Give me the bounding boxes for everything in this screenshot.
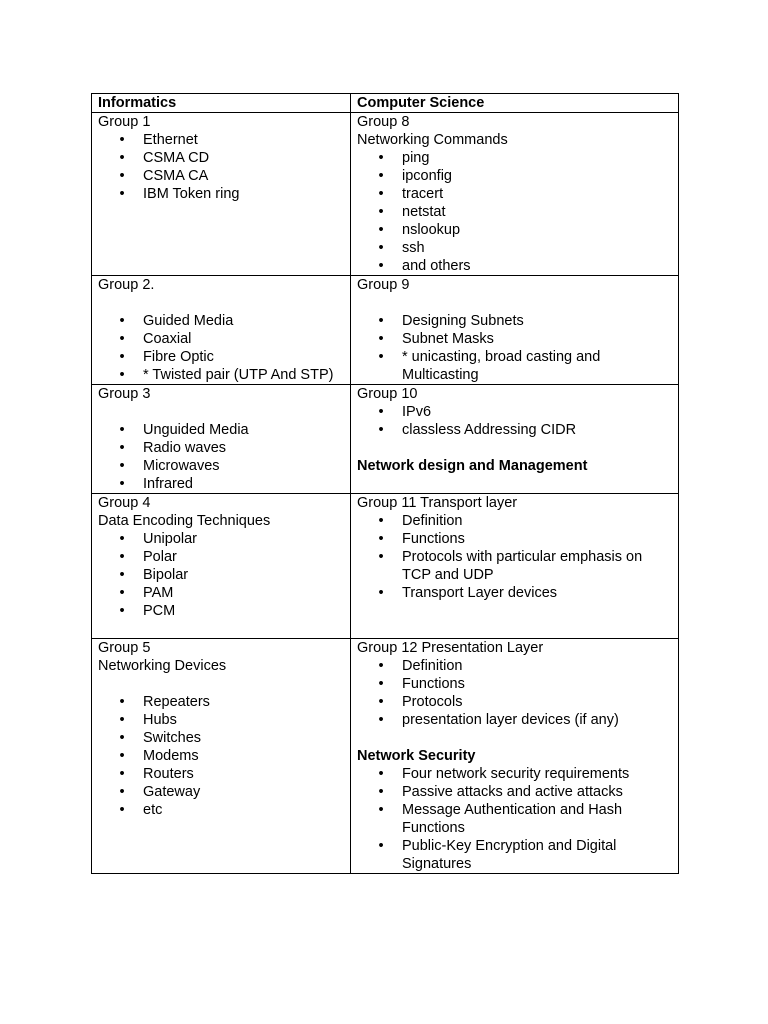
bullet-icon: • <box>119 440 125 456</box>
list-item <box>357 548 673 584</box>
list-item <box>98 131 345 149</box>
blank-line <box>98 675 345 693</box>
bullet-icon: • <box>119 458 125 474</box>
list-item <box>98 729 345 747</box>
bullet-list <box>98 131 345 203</box>
blank-line <box>357 294 673 312</box>
list-item <box>98 783 345 801</box>
list-item-text: Guided Media <box>143 313 234 329</box>
informatics-cell <box>92 113 351 276</box>
list-item-text: Microwaves <box>143 458 220 474</box>
list-item <box>357 675 673 693</box>
bullet-list <box>357 312 673 384</box>
bullet-icon: • <box>119 603 125 619</box>
section-heading: Network design and Management <box>357 458 588 474</box>
bullet-icon: • <box>119 748 125 764</box>
list-item-text: nslookup <box>402 222 461 238</box>
list-item-text: * Twisted pair (UTP And STP) <box>143 367 334 383</box>
list-item-text: Gateway <box>143 784 201 800</box>
cell-text: Group 9 <box>357 277 410 293</box>
bullet-list <box>357 149 673 275</box>
bullet-icon: • <box>119 331 125 347</box>
bullet-icon: • <box>378 712 384 728</box>
computer-science-cell <box>351 494 679 639</box>
list-item <box>98 475 345 493</box>
list-item-text: ssh <box>402 240 425 256</box>
bullet-icon: • <box>378 331 384 347</box>
list-item-text: Fibre Optic <box>143 349 214 365</box>
cell-text: Group 2. <box>98 277 155 293</box>
bullet-list <box>98 693 345 819</box>
section-heading: Network Security <box>357 748 476 764</box>
bullet-icon: • <box>119 313 125 329</box>
list-item <box>357 221 673 239</box>
cell-text: Group 8 <box>357 114 410 130</box>
bullet-list <box>98 421 345 493</box>
blank-line <box>98 620 345 638</box>
list-item-text: CSMA CD <box>143 150 210 166</box>
bullet-icon: • <box>119 349 125 365</box>
list-item-text: CSMA CA <box>143 168 209 184</box>
list-item <box>357 239 673 257</box>
table-row <box>92 276 679 385</box>
blank-line <box>357 439 673 457</box>
bullet-icon: • <box>119 367 125 383</box>
list-item <box>98 711 345 729</box>
cell-text: Group 5 <box>98 640 151 656</box>
list-item-text: IPv6 <box>402 404 432 420</box>
bullet-icon: • <box>119 132 125 148</box>
computer-science-cell <box>351 276 679 385</box>
bullet-icon: • <box>378 531 384 547</box>
list-item-text: * unicasting, broad casting and Multicasting <box>402 349 601 383</box>
list-item <box>98 185 345 203</box>
list-item-text: Message Authentication and Hash Functions <box>402 802 623 836</box>
bullet-list <box>357 765 673 873</box>
list-item-text: Modems <box>143 748 199 764</box>
bullet-icon: • <box>119 694 125 710</box>
list-item-text: Passive attacks and active attacks <box>402 784 623 800</box>
list-item <box>98 167 345 185</box>
list-item <box>357 421 673 439</box>
list-item <box>357 312 673 330</box>
list-item <box>357 167 673 185</box>
list-item-text: Unguided Media <box>143 422 249 438</box>
list-item <box>98 584 345 602</box>
informatics-cell <box>92 276 351 385</box>
list-item <box>357 257 673 275</box>
bullet-icon: • <box>378 240 384 256</box>
list-item-text: Infrared <box>143 476 193 492</box>
list-item-text: Routers <box>143 766 194 782</box>
bullet-icon: • <box>378 694 384 710</box>
blank-line <box>357 729 673 747</box>
list-item <box>98 366 345 384</box>
list-item <box>98 602 345 620</box>
list-item-text: Subnet Masks <box>402 331 494 347</box>
cell-text: Group 12 Presentation Layer <box>357 640 544 656</box>
bullet-icon: • <box>378 150 384 166</box>
cell-text: Group 1 <box>98 114 151 130</box>
informatics-cell <box>92 639 351 874</box>
bullet-icon: • <box>119 585 125 601</box>
bullet-icon: • <box>119 802 125 818</box>
bullet-icon: • <box>119 712 125 728</box>
list-item-text: Ethernet <box>143 132 198 148</box>
bullet-icon: • <box>378 549 384 565</box>
cell-text: Group 4 <box>98 495 151 511</box>
bullet-icon: • <box>378 766 384 782</box>
list-item <box>357 403 673 421</box>
cell-text: Group 3 <box>98 386 151 402</box>
list-item-text: presentation layer devices (if any) <box>402 712 619 728</box>
list-item <box>357 765 673 783</box>
bullet-icon: • <box>119 476 125 492</box>
bullet-icon: • <box>119 531 125 547</box>
list-item-text: etc <box>143 802 163 818</box>
list-item <box>98 149 345 167</box>
course-topics-table <box>91 93 679 874</box>
list-item <box>357 530 673 548</box>
list-item-text: Unipolar <box>143 531 197 547</box>
list-item <box>357 584 673 602</box>
bullet-icon: • <box>119 549 125 565</box>
list-item-text: Repeaters <box>143 694 210 710</box>
bullet-icon: • <box>378 676 384 692</box>
list-item <box>357 149 673 167</box>
list-item <box>357 512 673 530</box>
list-item <box>98 566 345 584</box>
informatics-cell <box>92 385 351 494</box>
bullet-list <box>357 512 673 602</box>
list-item <box>357 185 673 203</box>
bullet-icon: • <box>378 168 384 184</box>
computer-science-cell <box>351 113 679 276</box>
list-item-text: Polar <box>143 549 177 565</box>
column-header-informatics: Informatics <box>92 94 351 113</box>
cell-text: Group 11 Transport layer <box>357 495 518 511</box>
list-item <box>357 711 673 729</box>
bullet-icon: • <box>378 838 384 854</box>
list-item <box>357 330 673 348</box>
blank-line <box>98 403 345 421</box>
list-item <box>357 801 673 837</box>
bullet-icon: • <box>119 730 125 746</box>
list-item <box>98 548 345 566</box>
list-item <box>98 312 345 330</box>
cell-text: Networking Commands <box>357 132 508 148</box>
cell-text: Networking Devices <box>98 658 227 674</box>
bullet-icon: • <box>119 784 125 800</box>
list-item <box>357 203 673 221</box>
bullet-list <box>98 312 345 384</box>
list-item-text: Transport Layer devices <box>402 585 558 601</box>
list-item-text: Hubs <box>143 712 177 728</box>
bullet-icon: • <box>378 204 384 220</box>
list-item <box>98 747 345 765</box>
bullet-icon: • <box>378 658 384 674</box>
list-item <box>98 421 345 439</box>
list-item-text: Protocols with particular emphasis on TCP and UDP <box>402 549 643 583</box>
list-item <box>98 457 345 475</box>
list-item <box>357 783 673 801</box>
list-item-text: Bipolar <box>143 567 189 583</box>
bullet-icon: • <box>378 313 384 329</box>
list-item-text: classless Addressing CIDR <box>402 422 577 438</box>
table-row <box>92 494 679 639</box>
list-item-text: Functions <box>402 531 465 547</box>
bullet-icon: • <box>378 585 384 601</box>
list-item <box>357 837 673 873</box>
list-item-text: and others <box>402 258 471 274</box>
list-item-text: PAM <box>143 585 174 601</box>
bullet-icon: • <box>119 567 125 583</box>
list-item-text: IBM Token ring <box>143 186 240 202</box>
table-row <box>92 113 679 276</box>
bullet-icon: • <box>378 802 384 818</box>
list-item <box>98 765 345 783</box>
list-item-text: Public-Key Encryption and Digital Signatures <box>402 838 617 872</box>
list-item-text: tracert <box>402 186 444 202</box>
list-item-text: Coaxial <box>143 331 192 347</box>
list-item <box>98 439 345 457</box>
header-row <box>92 94 679 113</box>
bullet-icon: • <box>378 258 384 274</box>
list-item <box>357 348 673 384</box>
bullet-icon: • <box>119 422 125 438</box>
bullet-list <box>357 657 673 729</box>
bullet-icon: • <box>378 186 384 202</box>
list-item <box>357 693 673 711</box>
cell-text: Data Encoding Techniques <box>98 513 271 529</box>
list-item-text: Radio waves <box>143 440 227 456</box>
list-item-text: netstat <box>402 204 446 220</box>
bullet-icon: • <box>378 784 384 800</box>
list-item-text: Four network security requirements <box>402 766 630 782</box>
list-item <box>98 801 345 819</box>
bullet-icon: • <box>378 222 384 238</box>
list-item <box>98 530 345 548</box>
list-item-text: PCM <box>143 603 176 619</box>
table-row <box>92 639 679 874</box>
list-item-text: ping <box>402 150 430 166</box>
table-row <box>92 385 679 494</box>
list-item <box>357 657 673 675</box>
list-item-text: Functions <box>402 676 465 692</box>
list-item-text: ipconfig <box>402 168 452 184</box>
list-item-text: Definition <box>402 513 463 529</box>
bullet-icon: • <box>378 349 384 365</box>
list-item-text: Designing Subnets <box>402 313 524 329</box>
column-header-computer-science: Computer Science <box>351 94 679 113</box>
list-item <box>98 693 345 711</box>
cell-text: Group 10 <box>357 386 418 402</box>
bullet-icon: • <box>119 150 125 166</box>
list-item-text: Definition <box>402 658 463 674</box>
computer-science-cell <box>351 639 679 874</box>
blank-line <box>98 294 345 312</box>
bullet-list <box>357 403 673 439</box>
bullet-icon: • <box>378 422 384 438</box>
list-item <box>98 348 345 366</box>
informatics-cell <box>92 494 351 639</box>
bullet-icon: • <box>119 186 125 202</box>
bullet-list <box>98 530 345 620</box>
bullet-icon: • <box>378 513 384 529</box>
bullet-icon: • <box>378 404 384 420</box>
list-item-text: Protocols <box>402 694 463 710</box>
bullet-icon: • <box>119 168 125 184</box>
list-item <box>98 330 345 348</box>
bullet-icon: • <box>119 766 125 782</box>
computer-science-cell <box>351 385 679 494</box>
list-item-text: Switches <box>143 730 202 746</box>
